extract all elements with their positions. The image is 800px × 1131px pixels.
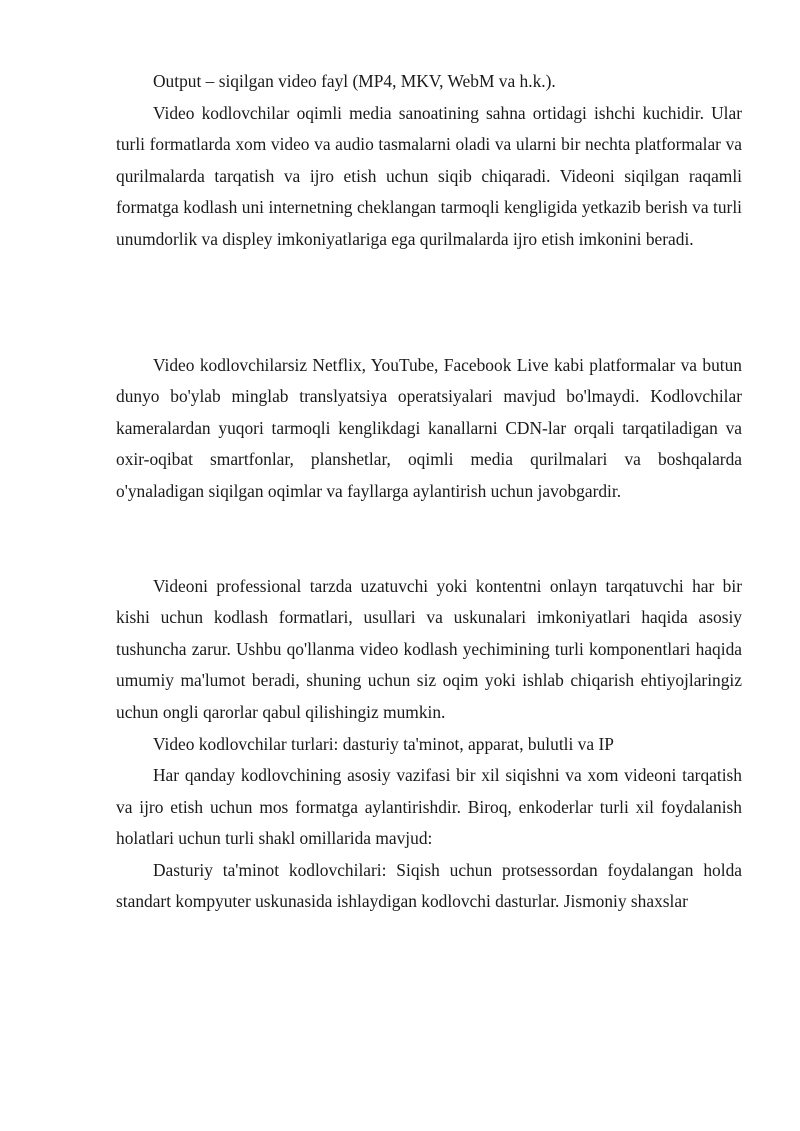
- paragraph-platforms: Video kodlovchilarsiz Netflix, YouTube, Facebook Live kabi platformalar va butun dunyo bo'ylab minglab translyatsiya operatsiyalari mavjud bo'lmaydi. Kodlovchilar kameralardan yuqori tarmoqli kenglikdagi kanallarni CDN-lar orqali tarqatiladigan va oxir-oqibat smartfonlar, planshetlar, oqimli media qurilmalari va boshqalarda o'ynaladigan siqilgan oqimlar va fayllarga aylantirish uchun javobgardir.: [116, 354, 742, 501]
- spacer: [116, 256, 742, 350]
- paragraph-output-line: Output – siqilgan video fayl (MP4, MKV, WebM va h.k.).: [153, 71, 556, 91]
- paragraph-software-encoders: Dasturiy ta'minot kodlovchilari: Siqish uchun protsessordan foydalangan holda standart kompyuter uskunasida ishlaydigan kodlovchi dasturlar. Jismoniy shaxslar: [116, 859, 742, 912]
- paragraph-encoders-intro: Video kodlovchilar oqimli media sanoatining sahna ortidagi ishchi kuchidir. Ular turli formatlarda xom video va audio tasmalarni oladi va ularni bir nechta platformalar va qurilmalarda tarqatish va ijro etish uchun siqib chiqaradi. Videoni siqilgan raqamli formatga kodlash uni internetning cheklangan tarmoqli kengligida yetkazib berish va turli unumdorlik va displey imkoniyatlariga ega qurilmalarda ijro etish imkonini beradi.: [116, 102, 742, 249]
- document-page: [116, 66, 742, 918]
- paragraph-encoder-task: Har qanday kodlovchining asosiy vazifasi bir xil siqishni va xom videoni tarqatish va ijro etish uchun mos formatga aylantirishdir. Biroq, enkoderlar turli xil foydalanish holatlari uchun turli shakl omillarida mavjud:: [116, 765, 742, 849]
- paragraph-encoder-types-heading: Video kodlovchilar turlari: dasturiy ta'minot, apparat, bulutli va IP: [153, 733, 614, 754]
- spacer: [116, 508, 742, 571]
- paragraph-professional: Videoni professional tarzda uzatuvchi yoki kontentni onlayn tarqatuvchi har bir kishi uchun kodlash formatlari, usullari va uskunalari imkoniyatlari haqida asosiy tushuncha zarur. Ushbu qo'llanma video kodlash yechimining turli komponentlari haqida umumiy ma'lumot beradi, shuning uchun siz oqim yoki ishlab chiqarish ehtiyojlaringiz uchun ongli qarorlar qabul qilishingiz mumkin.: [116, 575, 742, 722]
